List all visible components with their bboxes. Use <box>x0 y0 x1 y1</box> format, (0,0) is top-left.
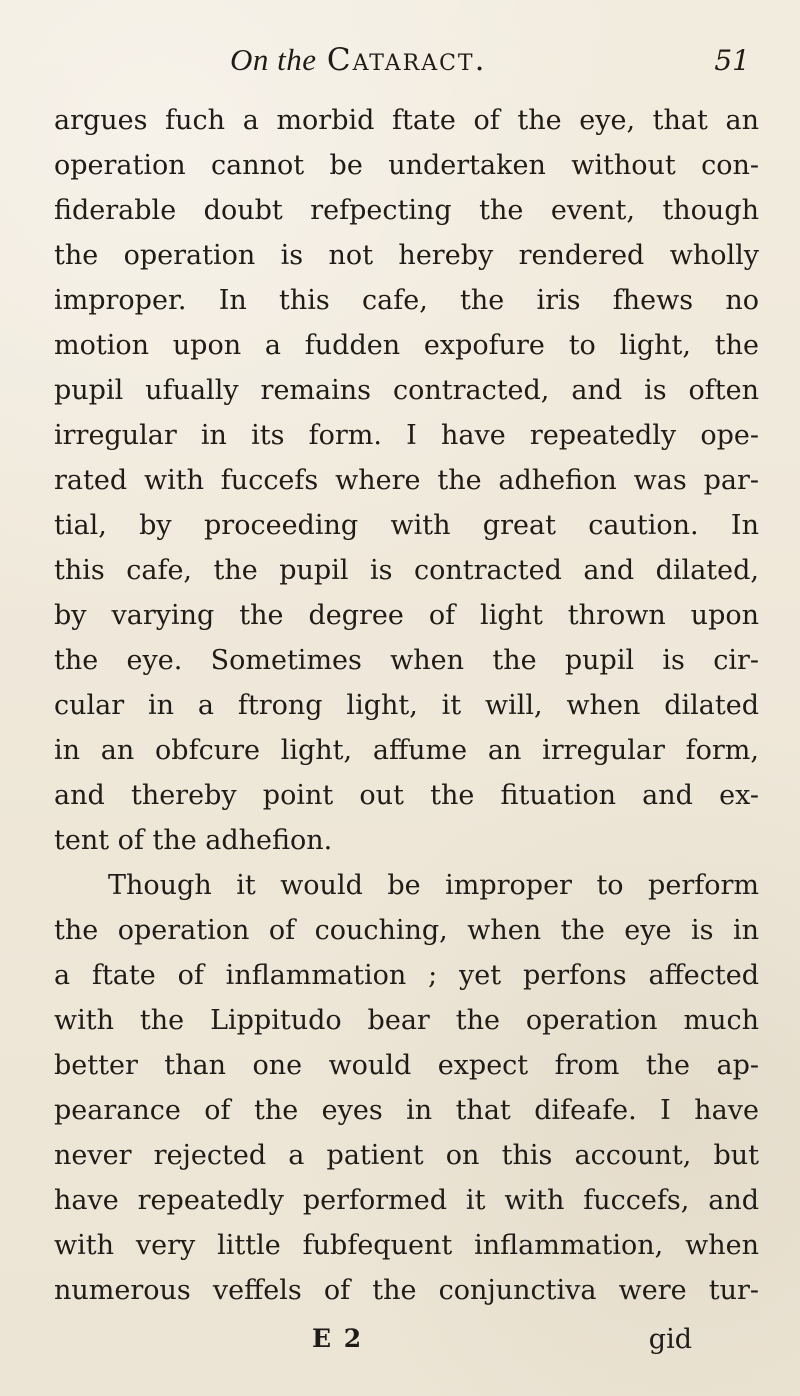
text-line: the operation is not hereby rendered wholly <box>54 240 759 271</box>
text-line: argues fuch a morbid ftate of the eye, that an <box>54 105 759 136</box>
text-line: operation cannot be undertaken without con- <box>54 150 759 181</box>
text-line: fiderable doubt refpecting the event, though <box>54 195 759 226</box>
text-line: in an obfcure light, affume an irregular form, <box>54 735 759 766</box>
text-line: Though it would be improper to perform <box>108 870 759 901</box>
text-line: cular in a ftrong light, it will, when dilated <box>54 690 759 721</box>
page-number: 51 <box>714 44 750 77</box>
text-line: numerous veffels of the conjunctiva were tur- <box>54 1275 759 1306</box>
page-footer <box>312 1324 692 1364</box>
text-line: irregular in its form. I have repeatedly ope- <box>54 420 759 451</box>
text-line: and thereby point out the fituation and ex- <box>54 780 759 811</box>
text-line: pearance of the eyes in that difeafe. I have <box>54 1095 759 1126</box>
running-head-title: Cataract. <box>326 42 487 78</box>
text-line: rated with fuccefs where the adhefion was par- <box>54 465 759 496</box>
body-text <box>54 102 759 1337</box>
running-head-prefix: On the <box>230 42 317 77</box>
catchword: gid <box>648 1324 692 1355</box>
text-line: this cafe, the pupil is contracted and dilated, <box>54 555 759 586</box>
text-line: a ftate of inflammation ; yet perfons affected <box>54 960 759 991</box>
text-line: motion upon a fudden expofure to light, the <box>54 330 759 361</box>
text-line: the eye. Sometimes when the pupil is cir- <box>54 645 759 676</box>
text-line: improper. In this cafe, the iris fhews no <box>54 285 759 316</box>
signature-mark: E 2 <box>312 1324 364 1353</box>
running-head <box>230 42 486 78</box>
text-line: the operation of couching, when the eye is in <box>54 915 759 946</box>
page-header <box>230 42 750 90</box>
text-line: with very little fubfequent inflammation, when <box>54 1230 759 1261</box>
text-line: tent of the adhefion. <box>54 825 333 856</box>
text-line: never rejected a patient on this account, but <box>54 1140 759 1171</box>
text-line: pupil ufually remains contracted, and is often <box>54 375 759 406</box>
text-line: by varying the degree of light thrown upon <box>54 600 759 631</box>
text-line: with the Lippitudo bear the operation much <box>54 1005 759 1036</box>
text-line: better than one would expect from the ap- <box>54 1050 759 1081</box>
text-line: have repeatedly performed it with fuccefs, and <box>54 1185 759 1216</box>
text-line: tial, by proceeding with great caution. In <box>54 510 759 541</box>
